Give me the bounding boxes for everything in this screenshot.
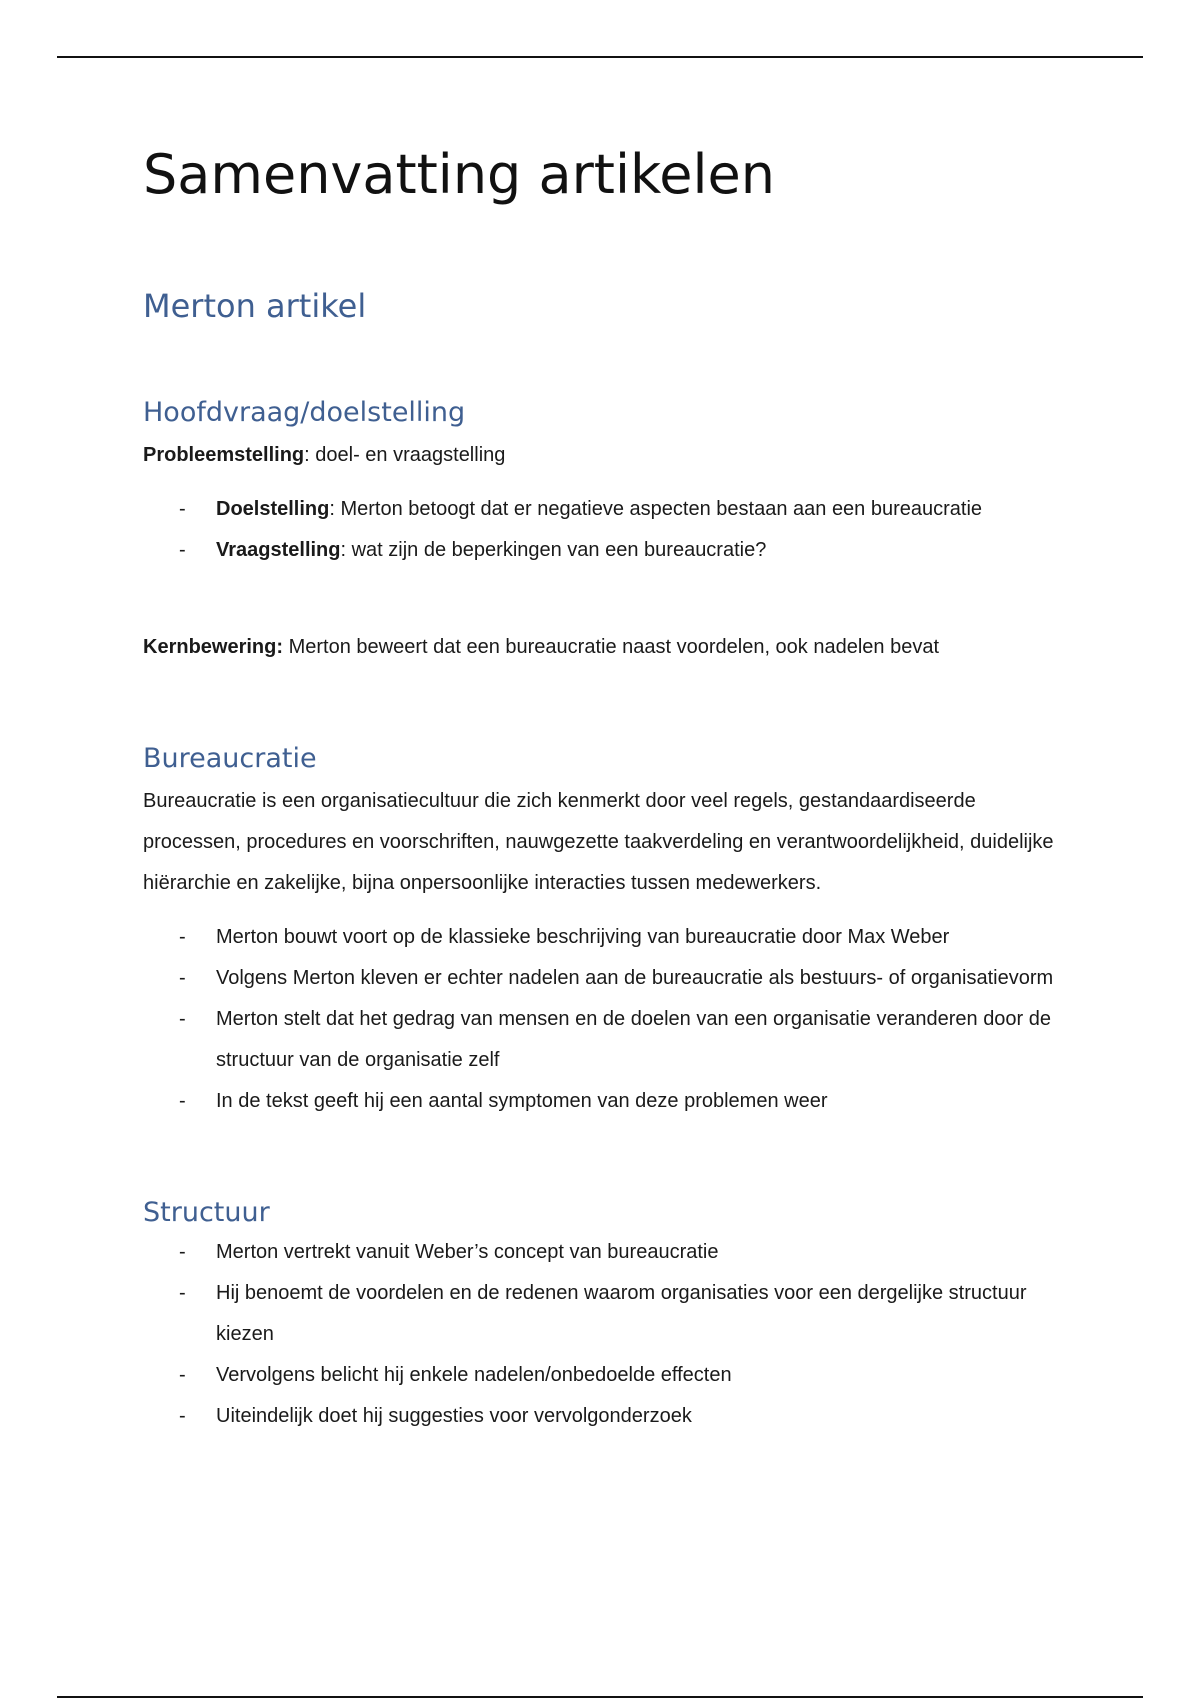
probleemstelling-paragraph xyxy=(143,435,1063,476)
list-item xyxy=(143,999,1063,1081)
bureaucratie-list xyxy=(143,917,1063,1122)
hoofdvraag-list xyxy=(143,489,1063,571)
document-body xyxy=(143,140,1063,1437)
dash-bullet: - xyxy=(179,1008,186,1030)
structuur-list xyxy=(143,1232,1063,1437)
dash-bullet: - xyxy=(179,1282,186,1304)
kernbewering-paragraph xyxy=(143,627,1063,668)
bureaucratie-paragraph: Bureaucratie is een organisatiecultuur die zich kenmerkt door veel regels, gestandaardiseerde processen, procedures en voorschriften, nauwgezette taakverdeling en verantwoordelijkheid, duidelijke hiërarchie en zakelijke, bijna onpersoonlijke interacties tussen medewerkers. xyxy=(143,790,1054,894)
section-title: Merton artikel xyxy=(143,287,367,325)
bullet-text: Hij benoemt de voordelen en de redenen waarom organisaties voor een dergelijke structuur kiezen xyxy=(216,1282,1027,1345)
list-item xyxy=(143,958,1063,999)
bullet-text: Merton stelt dat het gedrag van mensen en de doelen van een organisatie veranderen door de structuur van de organisatie zelf xyxy=(216,1008,1052,1071)
list-item xyxy=(143,1396,1063,1437)
heading-structuur: Structuur xyxy=(143,1197,270,1228)
list-item xyxy=(143,917,1063,958)
list-item xyxy=(143,1232,1063,1273)
dash-bullet: - xyxy=(179,1241,186,1263)
document-title: Samenvatting artikelen xyxy=(143,143,775,206)
bullet-label: Vraagstelling xyxy=(216,539,341,561)
probleemstelling-text: : doel- en vraagstelling xyxy=(304,444,506,466)
dash-bullet: - xyxy=(179,1090,186,1112)
bullet-text: Merton bouwt voort op de klassieke beschrijving van bureaucratie door Max Weber xyxy=(216,926,950,948)
probleemstelling-label: Probleemstelling xyxy=(143,444,305,466)
heading-hoofdvraag: Hoofdvraag/doelstelling xyxy=(143,397,466,428)
dash-bullet: - xyxy=(179,926,186,948)
dash-bullet: - xyxy=(179,967,186,989)
list-item xyxy=(143,1355,1063,1396)
bullet-text: In de tekst geeft hij een aantal symptomen van deze problemen weer xyxy=(216,1090,828,1112)
list-item xyxy=(143,1081,1063,1122)
bullet-text: Volgens Merton kleven er echter nadelen aan de bureaucratie als bestuurs- of organisatievorm xyxy=(216,967,1054,989)
dash-bullet: - xyxy=(179,1405,186,1427)
bullet-text: Uiteindelijk doet hij suggesties voor vervolgonderzoek xyxy=(216,1405,692,1427)
kernbewering-text: Merton beweert dat een bureaucratie naast voordelen, ook nadelen bevat xyxy=(283,636,940,658)
dash-bullet: - xyxy=(179,539,186,561)
kernbewering-label: Kernbewering: xyxy=(143,636,284,658)
bullet-label: Doelstelling xyxy=(216,498,330,520)
bullet-text: : Merton betoogt dat er negatieve aspecten bestaan aan een bureaucratie xyxy=(329,498,983,520)
list-item xyxy=(143,489,1063,530)
heading-bureaucratie: Bureaucratie xyxy=(143,743,317,774)
bullet-text: : wat zijn de beperkingen van een bureaucratie? xyxy=(340,539,767,561)
list-item xyxy=(143,1273,1063,1355)
bottom-rule xyxy=(57,1696,1143,1698)
dash-bullet: - xyxy=(179,498,186,520)
top-rule xyxy=(57,56,1143,58)
bullet-text: Vervolgens belicht hij enkele nadelen/onbedoelde effecten xyxy=(216,1364,732,1386)
bullet-text: Merton vertrekt vanuit Weber’s concept van bureaucratie xyxy=(216,1241,719,1263)
dash-bullet: - xyxy=(179,1364,186,1386)
list-item xyxy=(143,530,1063,571)
